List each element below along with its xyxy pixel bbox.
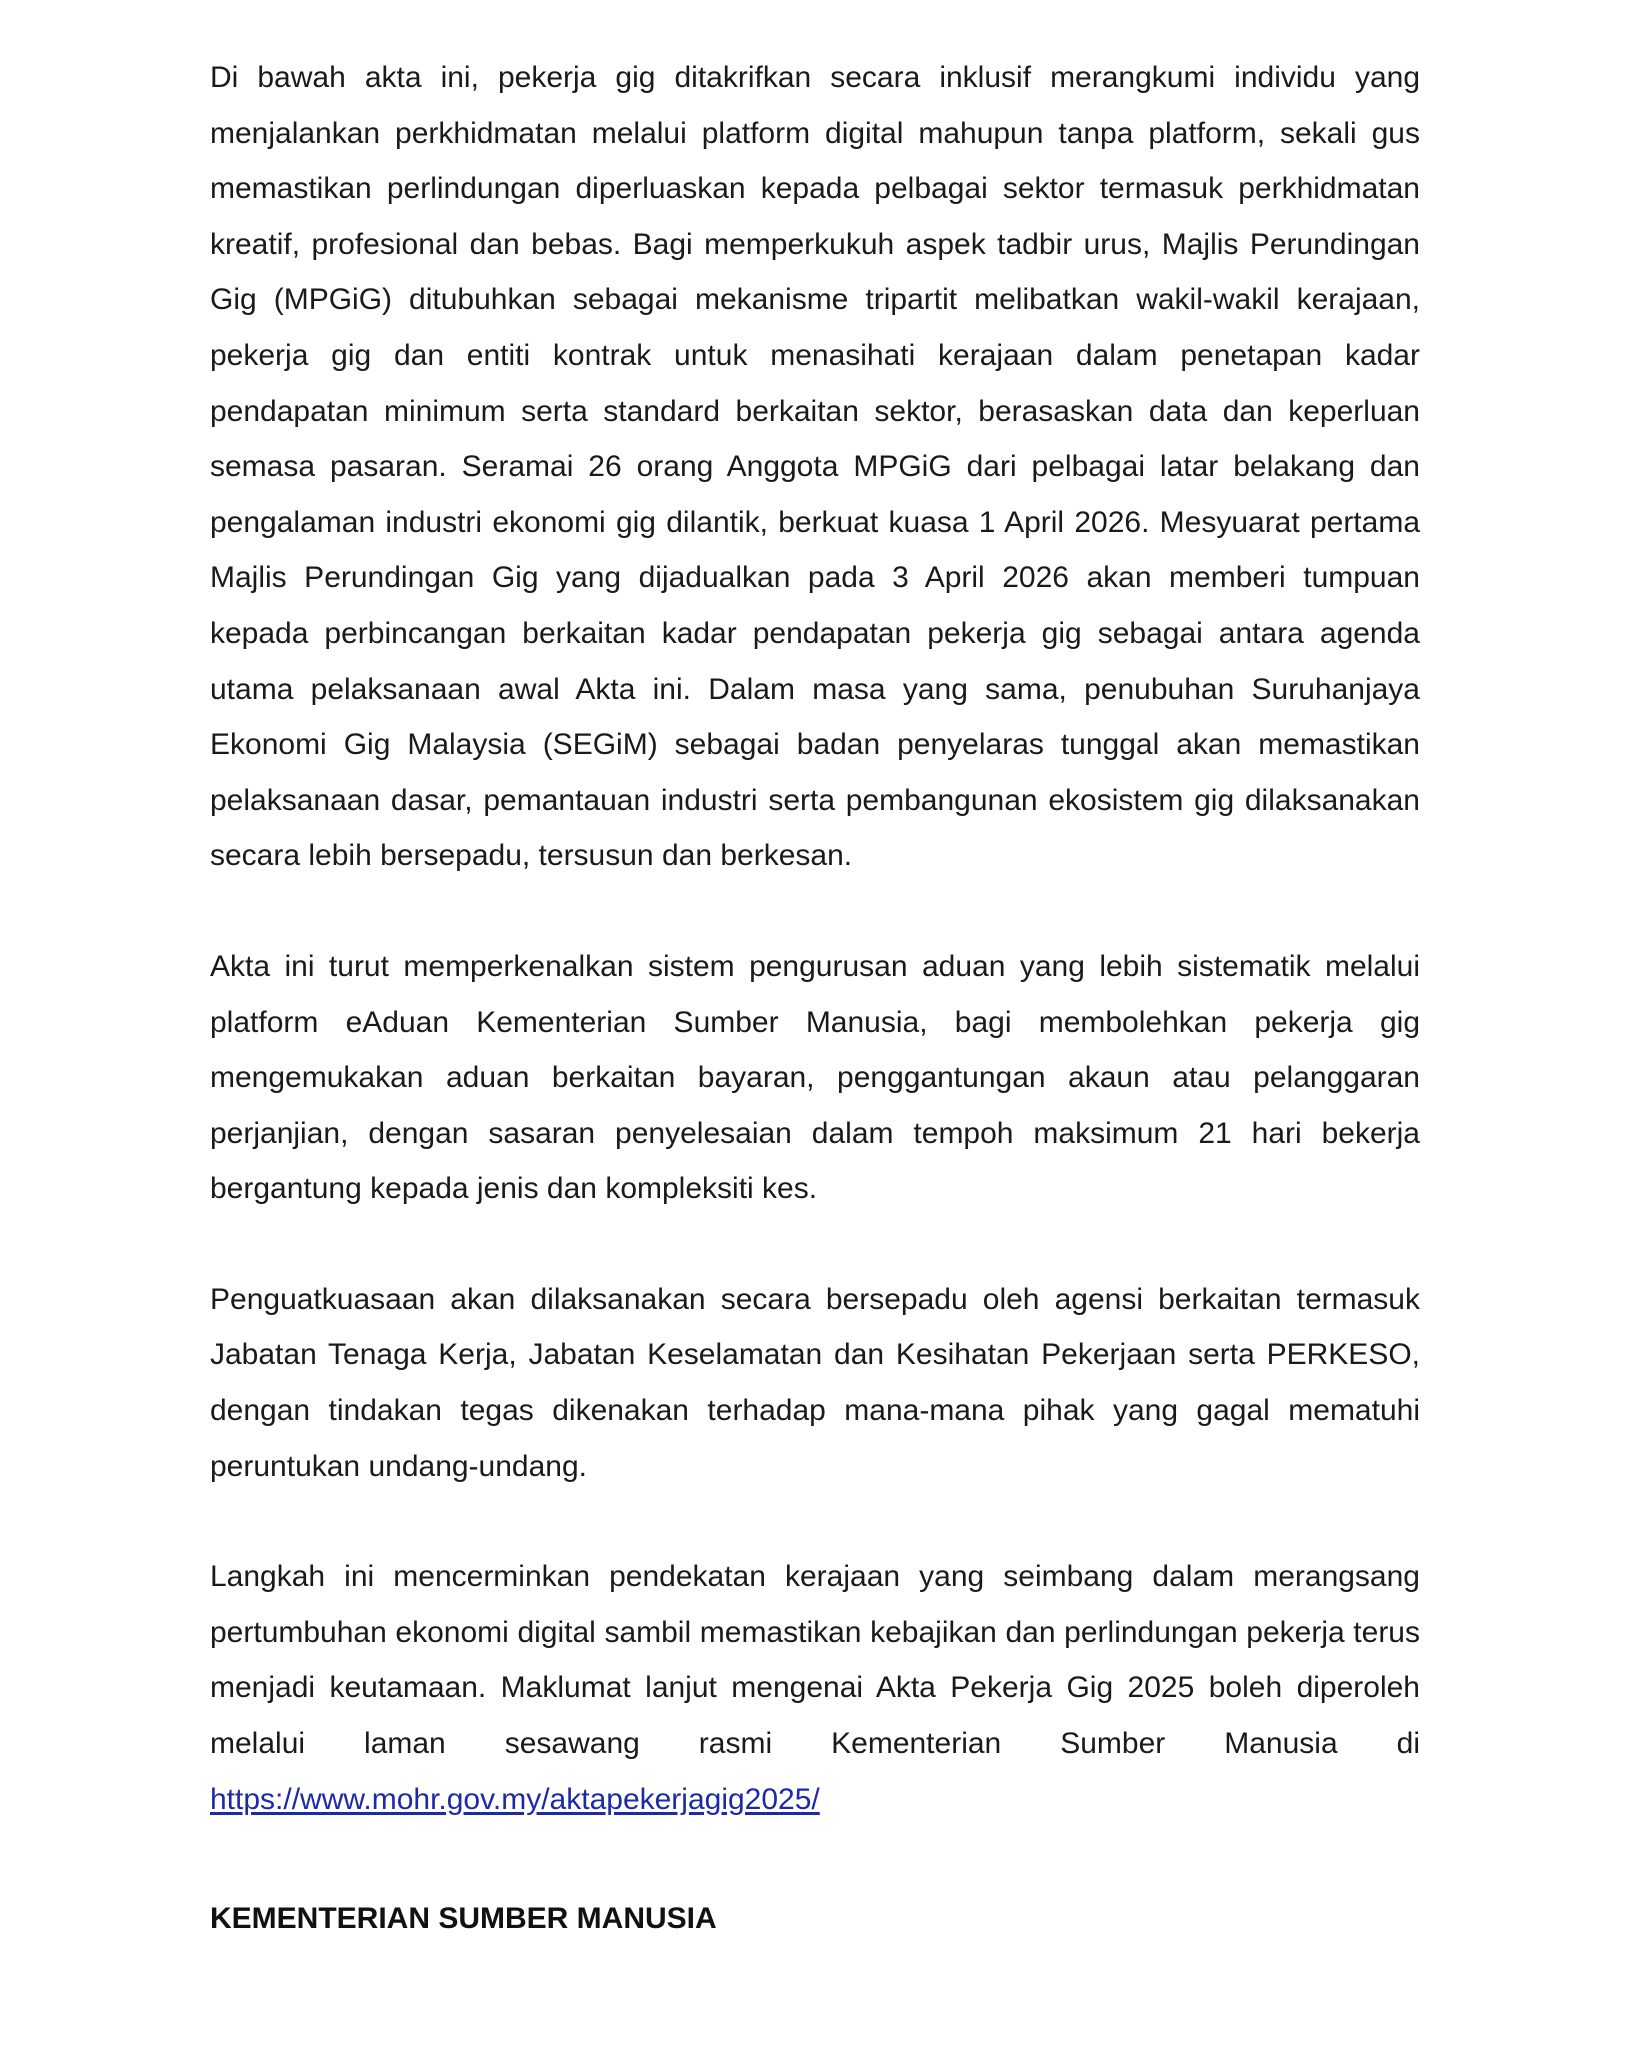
paragraph-gig-worker-definition: Di bawah akta ini, pekerja gig ditakrifkan secara inklusif merangkumi individu yang menjalankan perkhidmatan melalui platform digital mahupun tanpa platform, sekali gus memastikan perlindungan diperluaskan kepada pelbagai sektor termasuk perkhidmatan kreatif, profesional dan bebas. Bagi memperkukuh aspek tadbir urus, Majlis Perundingan Gig (MPGiG) ditubuhkan sebagai mekanisme tripartit melibatkan wakil-wakil kerajaan, pekerja gig dan entiti kontrak untuk menasihati kerajaan dalam penetapan kadar pendapatan minimum serta standard berkaitan sektor, berasaskan data dan keperluan semasa pasaran. Seramai 26 orang Anggota MPGiG dari pelbagai latar belakang dan pengalaman industri ekonomi gig dilantik, berkuat kuasa 1 April 2026. Mesyuarat pertama Majlis Perundingan Gig yang dijadualkan pada 3 April 2026 akan memberi tumpuan kepada perbincangan berkaitan kadar pendapatan pekerja gig sebagai antara agenda utama pelaksanaan awal Akta ini. Dalam masa yang sama, penubuhan Suruhanjaya Ekonomi Gig Malaysia (SEGiM) sebagai badan penyelaras tunggal akan memastikan pelaksanaan dasar, pemantauan industri serta pembangunan ekosistem gig dilaksanakan secara lebih bersepadu, tersusun dan berkesan. [210,61,1420,873]
mohr-website-link[interactable]: https://www.mohr.gov.my/aktapekerjagig2025/ [210,1782,820,1816]
paragraph-closing: Langkah ini mencerminkan pendekatan kerajaan yang seimbang dalam merangsang pertumbuhan ekonomi digital sambil memastikan kebajikan dan perlindungan pekerja terus menjadi keutamaan. Maklumat lanjut mengenai Akta Pekerja Gig 2025 boleh diperoleh melalui laman sesawang rasmi Kementerian Sumber Manusia di [210,1560,1420,1761]
ministry-signature: KEMENTERIAN SUMBER MANUSIA [210,1902,717,1936]
press-release-page [210,50,1420,1947]
paragraph-closing-block [210,1549,1420,1827]
paragraph-complaint-system: Akta ini turut memperkenalkan sistem pengurusan aduan yang lebih sistematik melalui platform eAduan Kementerian Sumber Manusia, bagi membolehkan pekerja gig mengemukakan aduan berkaitan bayaran, penggantungan akaun atau pelanggaran perjanjian, dengan sasaran penyelesaian dalam tempoh maksimum 21 hari bekerja bergantung kepada jenis dan kompleksiti kes. [210,949,1420,1206]
paragraph-enforcement: Penguatkuasaan akan dilaksanakan secara bersepadu oleh agensi berkaitan termasuk Jabatan Tenaga Kerja, Jabatan Keselamatan dan Kesihatan Pekerjaan serta PERKESO, dengan tindakan tegas dikenakan terhadap mana-mana pihak yang gagal mematuhi peruntukan undang-undang. [210,1282,1420,1483]
